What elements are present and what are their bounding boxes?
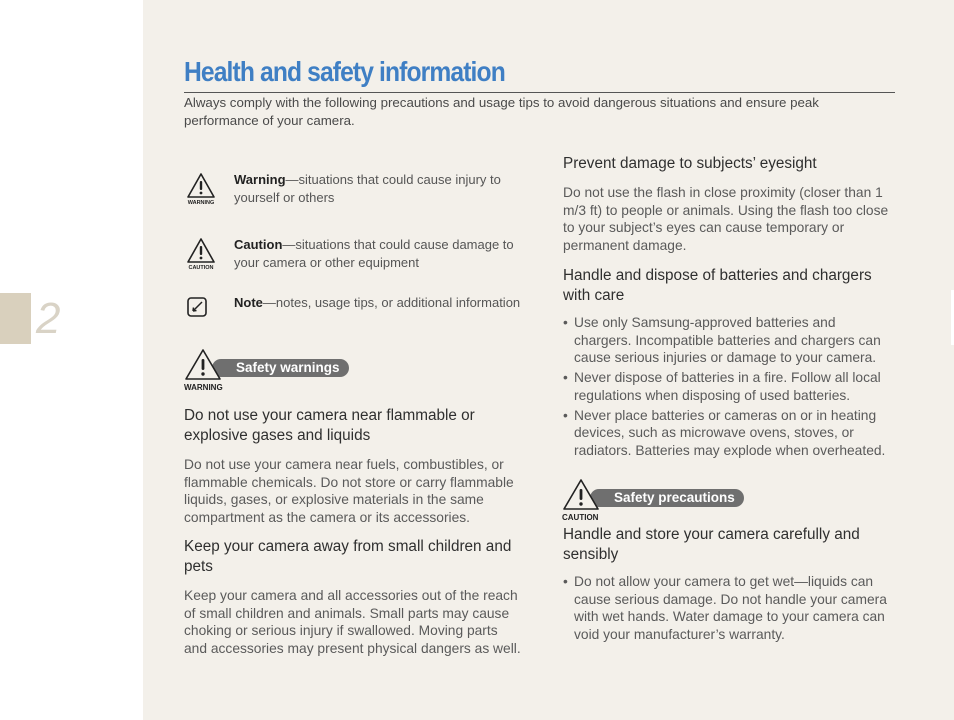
section-heading-flammable: Do not use your camera near flammable or explosive gases and liquids <box>184 407 475 444</box>
safety-warnings-label: Safety warnings <box>212 359 349 377</box>
left-margin <box>0 0 143 720</box>
caution-icon <box>184 236 220 272</box>
section-heading-children: Keep your camera away from small children and pets <box>184 538 512 575</box>
legend-warning-term: Warning <box>234 172 286 187</box>
legend-note-desc: —notes, usage tips, or additional information <box>262 295 521 310</box>
page-title: Health and safety information <box>184 56 505 87</box>
note-icon <box>184 294 220 330</box>
legend-note-term: Note <box>234 295 263 310</box>
batteries-list <box>563 314 895 462</box>
section-body-flammable: Do not use your camera near fuels, combustibles, or flammable chemicals. Do not store or carry flammable liquids, gases, or explosive materials in the same compartment as the camera or its accessories. <box>184 457 514 525</box>
legend-warning-text <box>234 171 524 207</box>
page-tab <box>0 293 31 344</box>
safety-precautions-badge <box>562 478 742 522</box>
legend-warning-desc: —situations that could cause injury to yourself or others <box>234 172 501 205</box>
page-number: 2 <box>36 294 61 343</box>
warning-icon <box>184 348 224 392</box>
list-item: • Use only Samsung-approved batteries and chargers. Incompatible batteries and chargers can cause serious injuries or damage to your camera. <box>563 314 895 367</box>
section-heading-handle-store: Handle and store your camera carefully and sensibly <box>563 526 860 563</box>
list-item: • Do not allow your camera to get wet—liquids can cause serious damage. Do not handle your camera with wet hands. Water damage to your camera can void your manufacturer’s warranty. <box>563 573 897 643</box>
title-divider <box>184 92 895 93</box>
intro-text: Always comply with the following precautions and usage tips to avoid dangerous situations and ensure peak performance of your camera. <box>184 95 819 128</box>
safety-warnings-badge <box>184 348 354 392</box>
section-heading-batteries: Handle and dispose of batteries and chargers with care <box>563 267 872 304</box>
legend-caution-desc: —situations that could cause damage to your camera or other equipment <box>234 237 514 270</box>
safety-precautions-label: Safety precautions <box>590 489 744 507</box>
warning-icon-label: WARNING <box>184 383 223 392</box>
legend-note-text <box>234 294 524 312</box>
section-heading-eyesight: Prevent damage to subjects’ eyesight <box>563 155 817 172</box>
legend-caution <box>184 236 524 276</box>
caution-icon-label: CAUTION <box>188 265 214 271</box>
list-item: • Never place batteries or cameras on or in heating devices, such as microwave ovens, stoves, or radiators. Batteries may explode when overheated. <box>563 407 895 460</box>
caution-icon-label: CAUTION <box>562 513 599 522</box>
legend-caution-text <box>234 236 524 272</box>
caution-icon <box>562 478 602 522</box>
warning-icon-label: WARNING <box>187 200 215 206</box>
legend-warning <box>184 171 524 211</box>
list-item: • Never dispose of batteries in a fire. Follow all local regulations when disposing of used batteries. <box>563 369 895 404</box>
warning-icon <box>184 171 220 207</box>
section-body-eyesight: Do not use the flash in close proximity (closer than 1 m/3 ft) to people or animals. Using the flash too close to your subject’s eyes can cause temporary or permanent damage. <box>563 185 889 253</box>
legend-caution-term: Caution <box>234 237 283 252</box>
legend-note <box>184 294 524 334</box>
section-body-children: Keep your camera and all accessories out of the reach of small children and animals. Small parts may cause choking or serious injury if swallowed. Moving parts and accessories may present physical dangers as well. <box>184 588 521 656</box>
precautions-list <box>563 573 897 646</box>
